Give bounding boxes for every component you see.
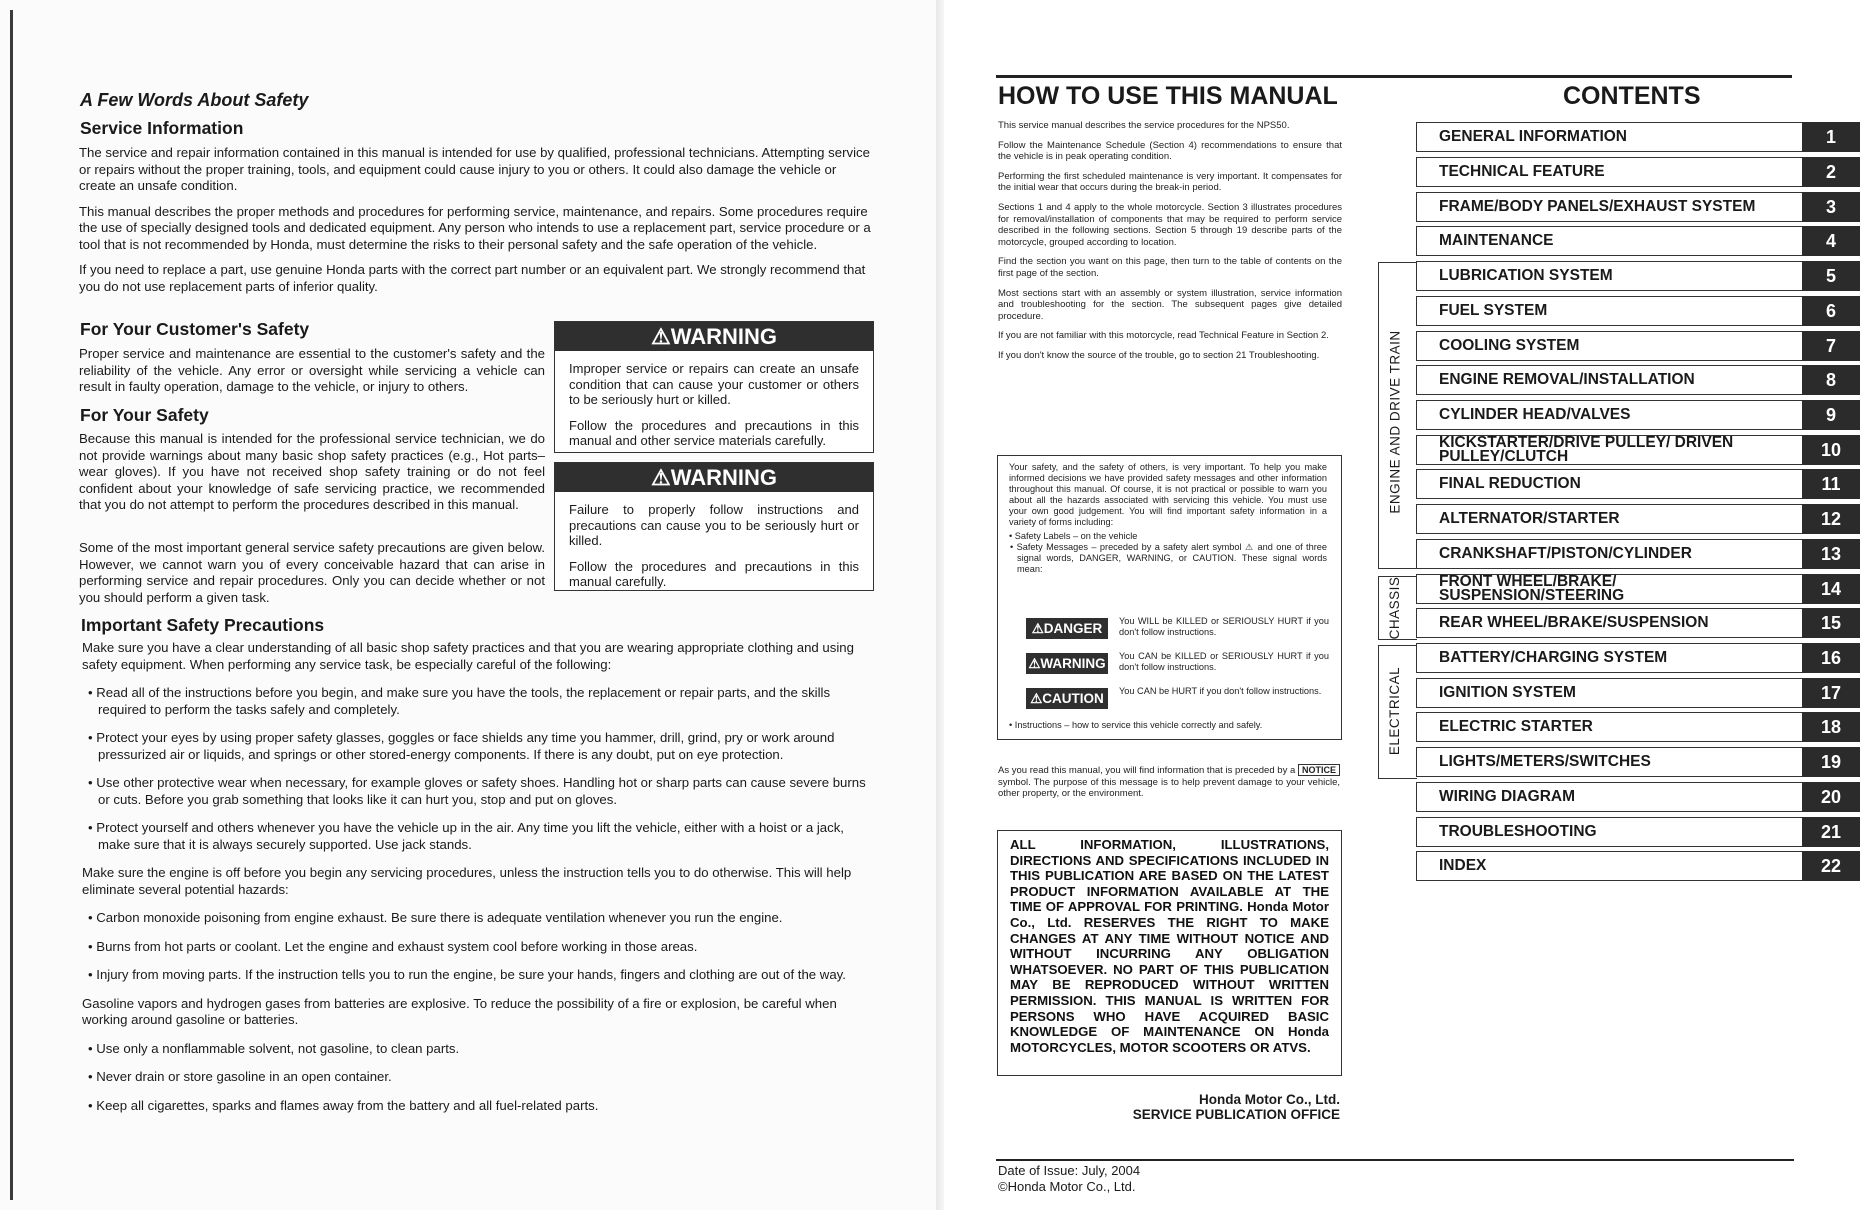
toc-tab: 10 [1802, 435, 1860, 465]
footer-rule [996, 1159, 1794, 1161]
list-item: • Keep all cigarettes, sparks and flames away from the battery and all fuel-related parts. [88, 1097, 599, 1113]
toc-row[interactable] [1416, 226, 1860, 256]
toc-tab: 17 [1802, 678, 1860, 708]
toc-row[interactable] [1416, 817, 1860, 847]
service-info-body [79, 145, 874, 295]
signal-text: You WILL be KILLED or SERIOUSLY HURT if you don't follow instructions. [1119, 616, 1329, 637]
toc-label: LIGHTS/METERS/SWITCHES [1416, 747, 1802, 777]
toc-row[interactable] [1416, 331, 1860, 361]
service-info-heading: Service Information [80, 118, 244, 138]
warning-box [554, 462, 874, 591]
signal-text: You CAN be HURT if you don't follow instructions. [1119, 686, 1322, 696]
toc-row[interactable] [1416, 712, 1860, 742]
toc-tab: 20 [1802, 782, 1860, 812]
list-item: • Use only a nonflammable solvent, not gasoline, to clean parts. [88, 1040, 460, 1056]
list-item: • Safety Labels – on the vehicle [1009, 531, 1138, 541]
paragraph: This service manual describes the service procedures for the NPS50. [998, 120, 1290, 131]
toc-tab: 9 [1802, 400, 1860, 430]
toc-label: IGNITION SYSTEM [1416, 678, 1802, 708]
paragraph: Proper service and maintenance are essential to the customer's safety and the reliability of the vehicle. Any error or oversight while servicing a vehicle can result in faulty operation, damage to the vehicle, or injury to others. [79, 346, 545, 394]
toc-tab: 14 [1802, 574, 1860, 604]
notice-paragraph [998, 765, 1340, 800]
issue-date: Date of Issue: July, 2004 [998, 1163, 1141, 1178]
toc-tab: 1 [1802, 122, 1860, 152]
office-name: SERVICE PUBLICATION OFFICE [1132, 1107, 1340, 1122]
toc-tab: 18 [1802, 712, 1860, 742]
warning-box [554, 321, 874, 453]
warning-signal-label: ⚠WARNING [1026, 653, 1108, 674]
paragraph: Sections 1 and 4 apply to the whole motorcycle. Section 3 illustrates procedures for removal/installation of components that may be required to perform service described in the following sections. Section 5 through 19 describe parts of the motorcycle, grouped according to location. [998, 201, 1342, 248]
toc-row[interactable] [1416, 747, 1860, 777]
toc-tab: 11 [1802, 469, 1860, 499]
signal-row-caution [1026, 686, 1326, 710]
notice-text: As you read this manual, you will find information that is preceded by a [998, 765, 1296, 776]
list-item: • Protect your eyes by using proper safety glasses, goggles or face shields any time you hammer, drill, grind, pry or work around pressurized air or liquids, and springs or other stored-energy components. If there is any doubt, put on eye protection. [88, 730, 835, 762]
list-item: • Protect yourself and others whenever you have the vehicle up in the air. Any time you lift the vehicle, either with a hoist or a jack, make sure that it is always securely supported. Use jack stands. [88, 820, 844, 852]
page-edge [10, 10, 13, 1200]
precautions-body [82, 640, 878, 1114]
toc-row[interactable] [1416, 539, 1860, 569]
paragraph: Some of the most important general service safety precautions are given below. However, we cannot warn you of every conceivable hazard that can arise in performing service and repair procedures. Only you can decide whether or not you should perform a given task. [79, 540, 545, 605]
toc-label: FRONT WHEEL/BRAKE/ SUSPENSION/STEERING [1416, 574, 1802, 604]
your-safety-heading: For Your Safety [80, 405, 209, 425]
toc-tab: 15 [1802, 608, 1860, 638]
danger-label: ⚠DANGER [1026, 618, 1108, 639]
paragraph: Most sections start with an assembly or system illustration, service information and troubleshooting for the section. The subsequent pages give detailed procedure. [998, 287, 1342, 322]
warning-header [555, 322, 873, 351]
list-item: • Instructions – how to service this vehicle correctly and safely. [1009, 720, 1263, 730]
toc-label: CRANKSHAFT/PISTON/CYLINDER [1416, 539, 1802, 569]
list-item: • Burns from hot parts or coolant. Let the engine and exhaust system cool before working in those areas. [88, 938, 698, 954]
toc-label: GENERAL INFORMATION [1416, 122, 1802, 152]
toc-label: TECHNICAL FEATURE [1416, 157, 1802, 187]
toc-row[interactable] [1416, 192, 1860, 222]
toc-row[interactable] [1416, 400, 1860, 430]
howto-title: HOW TO USE THIS MANUAL [998, 82, 1338, 110]
publisher [1040, 1092, 1340, 1122]
toc-row[interactable] [1416, 122, 1860, 152]
signal-text: You CAN be KILLED or SERIOUSLY HURT if you don't follow instructions. [1119, 651, 1329, 672]
toc-row[interactable] [1416, 157, 1860, 187]
toc-tab: 7 [1802, 331, 1860, 361]
paragraph: Because this manual is intended for the professional service technician, we do not provide warnings about many basic shop safety practices (e.g., Hot parts–wear gloves). If you have not received shop safety training or do not feel confident about your knowledge of safe servicing practice, we recommended that you do not attempt to perform the procedures described in this manual. [79, 431, 545, 512]
toc-tab: 6 [1802, 296, 1860, 326]
paragraph: Your safety, and the safety of others, is very important. To help you make informed decisions we have provided safety messages and other information throughout this manual. Of course, it is not practical or possible to warn you about all the hazards associated with servicing this vehicle. You must use your own good judgement. You will find important safety information in a variety of forms including: [1009, 462, 1327, 527]
paragraph: Gasoline vapors and hydrogen gases from batteries are explosive. To reduce the possibility of a fire or explosion, be careful when working around gasoline or batteries. [82, 995, 837, 1027]
group-label-electrical: ELECTRICAL [1387, 666, 1402, 756]
toc-tab: 13 [1802, 539, 1860, 569]
warning-text: Improper service or repairs can create an unsafe condition that can cause your customer or others to be seriously hurt or killed. [569, 361, 859, 407]
warning-text: Follow the procedures and precautions in this manual carefully. [569, 558, 859, 589]
toc-row[interactable] [1416, 296, 1860, 326]
toc-tab: 16 [1802, 643, 1860, 673]
group-label-engine: ENGINE AND DRIVE TRAIN [1387, 330, 1403, 514]
toc-label: FINAL REDUCTION [1416, 469, 1802, 499]
toc-tab: 19 [1802, 747, 1860, 777]
warning-label: WARNING [670, 324, 778, 349]
toc-tab: 2 [1802, 157, 1860, 187]
toc-label: TROUBLESHOOTING [1416, 817, 1802, 847]
toc-row[interactable] [1416, 504, 1860, 534]
signal-row-danger [1026, 616, 1329, 640]
header-rule [996, 75, 1792, 78]
toc-row[interactable] [1416, 574, 1860, 604]
signal-row-warning [1026, 651, 1329, 675]
toc-label: LUBRICATION SYSTEM [1416, 261, 1802, 291]
toc-row[interactable] [1416, 643, 1860, 673]
notice-tag: NOTICE [1298, 764, 1340, 776]
footer [998, 1163, 1140, 1195]
toc-label: MAINTENANCE [1416, 226, 1802, 256]
paragraph: Find the section you want on this page, then turn to the table of contents on the first page of the section. [998, 256, 1342, 279]
toc-row[interactable] [1416, 678, 1860, 708]
paragraph: The service and repair information contained in this manual is intended for use by qualified, professional technicians. Attempting service or repairs without the proper training, tools, and equipment could cause injury to you or others. It could also damage the vehicle or create an unsafe condition. [79, 145, 870, 193]
toc-tab: 3 [1802, 192, 1860, 222]
toc-row[interactable] [1416, 608, 1860, 638]
toc-label: ELECTRIC STARTER [1416, 712, 1802, 742]
warning-icon: ⚠ [650, 465, 671, 490]
warning-text: Follow the procedures and precautions in this manual and other service materials carefully. [569, 417, 859, 448]
paragraph: Performing the first scheduled maintenance is very important. It compensates for the initial wear that occurs during the break-in period. [998, 170, 1342, 194]
list-item: • Safety Messages – preceded by a safety alert symbol ⚠ and one of three signal words, DANGER, WARNING, or CAUTION. These signal words mean: [1010, 542, 1327, 574]
book-gutter [936, 0, 944, 1210]
warning-icon: ⚠ [650, 324, 671, 349]
toc-row[interactable] [1416, 435, 1860, 465]
warning-text: Failure to properly follow instructions and precautions can cause you to be seriously hurt or killed. [569, 502, 859, 548]
list-item: • Use other protective wear when necessary, for example gloves or safety shoes. Handling hot or sharp parts can cause severe burns or cuts. Before you grab something that looks like it can hurt you, stop and put on gloves. [88, 775, 866, 807]
group-label-chassis: CHASSIS [1387, 576, 1402, 640]
toc-tab: 12 [1802, 504, 1860, 534]
toc-row[interactable] [1416, 782, 1860, 812]
toc-label: INDEX [1416, 851, 1802, 881]
company-name: Honda Motor Co., Ltd. [1199, 1092, 1340, 1107]
paragraph: Make sure the engine is off before you begin any servicing procedures, unless the instruction tells you to do otherwise. This will help eliminate several potential hazards: [82, 865, 852, 897]
toc-tab: 21 [1802, 817, 1860, 847]
toc-label: WIRING DIAGRAM [1416, 782, 1802, 812]
toc-label: ALTERNATOR/STARTER [1416, 504, 1802, 534]
paragraph: Make sure you have a clear understanding of all basic shop safety practices and that you are wearing appropriate clothing and using safety equipment. When performing any service task, be especially careful of the following: [82, 640, 854, 672]
paragraph: If you are not familiar with this motorcycle, read Technical Feature in Section 2. [998, 330, 1329, 342]
copyright: ©Honda Motor Co., Ltd. [998, 1179, 1136, 1194]
toc-tab: 4 [1802, 226, 1860, 256]
toc-label: CYLINDER HEAD/VALVES [1416, 400, 1802, 430]
disclaimer-text: ALL INFORMATION, ILLUSTRATIONS, DIRECTIONS AND SPECIFICATIONS INCLUDED IN THIS PUBLICATION ARE BASED ON THE LATEST PRODUCT INFORMATION AVAILABLE AT THE TIME OF APPROVAL FOR PRINTING. Honda Motor Co., Ltd. RESERVES THE RIGHT TO MAKE CHANGES AT ANY TIME WITHOUT NOTICE AND WITHOUT INCURRING ANY OBLIGATION WHATSOEVER. NO PART OF THIS PUBLICATION MAY BE REPRODUCED WITHOUT WRITTEN PERMISSION. THIS MANUAL IS WRITTEN FOR PERSONS WHO HAVE ACQUIRED BASIC KNOWLEDGE OF MAINTENANCE ON Honda MOTORCYCLES, MOTOR SCOOTERS OR ATVS. [1010, 837, 1329, 1055]
list-item: • Carbon monoxide poisoning from engine exhaust. Be sure there is adequate ventilation whenever you run the engine. [88, 910, 783, 925]
toc-label: FRAME/BODY PANELS/EXHAUST SYSTEM [1416, 192, 1802, 222]
toc-label: KICKSTARTER/DRIVE PULLEY/ DRIVEN PULLEY/CLUTCH [1416, 435, 1802, 465]
paragraph: This manual describes the proper methods and procedures for performing service, maintenance, and repairs. Some procedures require the use of specially designed tools and dedicated equipment. Any person who intends to use a replacement part, service procedure or a tool that is not recommended by Honda, must determine the risks to their personal safety and the safe operation of the vehicle. [79, 203, 871, 252]
toc-label: REAR WHEEL/BRAKE/SUSPENSION [1416, 608, 1802, 638]
disclaimer-box [997, 830, 1342, 1076]
precautions-heading: Important Safety Precautions [81, 615, 325, 635]
toc-label: COOLING SYSTEM [1416, 331, 1802, 361]
toc-label: BATTERY/CHARGING SYSTEM [1416, 643, 1802, 673]
howto-body [998, 120, 1342, 362]
toc-row[interactable] [1416, 469, 1860, 499]
safety-title: A Few Words About Safety [80, 90, 309, 110]
toc-tab: 22 [1802, 851, 1860, 881]
toc-row[interactable] [1416, 261, 1860, 291]
warning-label: WARNING [670, 465, 778, 490]
list-item: • Never drain or store gasoline in an open container. [88, 1069, 392, 1084]
paragraph: If you need to replace a part, use genuine Honda parts with the correct part number or an equivalent part. We strongly recommend that you do not use replacement parts of inferior quality. [79, 262, 866, 294]
toc-label: ENGINE REMOVAL/INSTALLATION [1416, 365, 1802, 395]
safety-message-box [997, 455, 1342, 740]
contents-title: CONTENTS [1563, 82, 1701, 110]
toc-row[interactable] [1416, 851, 1860, 881]
list-item: • Injury from moving parts. If the instruction tells you to run the engine, be sure your hands, fingers and clothing are out of the way. [88, 967, 846, 982]
caution-label: ⚠CAUTION [1026, 688, 1108, 709]
toc-label: FUEL SYSTEM [1416, 296, 1802, 326]
toc-tab: 5 [1802, 261, 1860, 291]
notice-text: symbol. The purpose of this message is to help prevent damage to your vehicle, other property, or the environment. [998, 776, 1340, 800]
list-item: • Read all of the instructions before you begin, and make sure you have the tools, the replacement or repair parts, and the skills required to perform the tasks safely and completely. [88, 685, 831, 717]
customer-safety-heading: For Your Customer's Safety [80, 319, 310, 339]
paragraph: If you don't know the source of the trouble, go to section 21 Troubleshooting. [998, 349, 1320, 361]
warning-header [555, 463, 873, 492]
toc-row[interactable] [1416, 365, 1860, 395]
paragraph: Follow the Maintenance Schedule (Section 4) recommendations to ensure that the vehicle is in peak operating condition. [998, 139, 1342, 163]
toc-tab: 8 [1802, 365, 1860, 395]
